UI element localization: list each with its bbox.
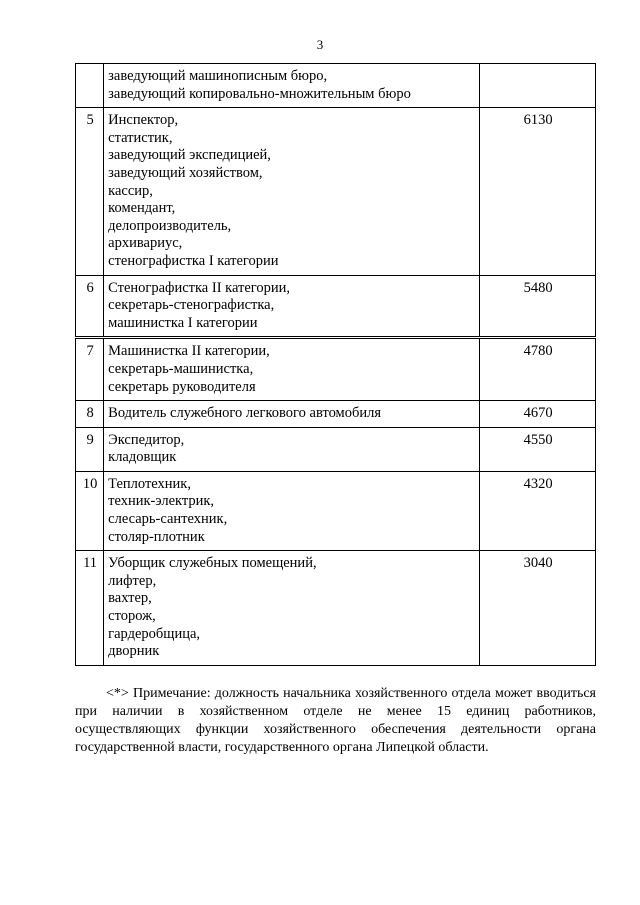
position-list — [104, 275, 480, 338]
position-title: заведующий машинописным бюро, — [108, 68, 328, 84]
position-title: Машинистка II категории, — [108, 343, 270, 360]
position-title: статистик, — [108, 129, 173, 146]
salary-value: 4780 — [480, 338, 596, 401]
position-list — [104, 108, 480, 275]
salary-value: 3040 — [480, 551, 596, 666]
position-title: техник-электрик, — [108, 493, 215, 510]
row-number: 10 — [76, 471, 104, 550]
table-row — [76, 64, 596, 108]
position-title: кассир, — [108, 182, 153, 199]
position-list — [104, 401, 480, 428]
footnote-line: государственной власти, государственного органа Липецкой области. — [75, 740, 489, 755]
position-title: лифтер, — [108, 572, 157, 589]
position-title: слесарь-сантехник, — [108, 511, 228, 528]
position-title: вахтер, — [108, 590, 152, 607]
position-list — [104, 551, 480, 666]
position-title: секретарь-стенографистка, — [108, 297, 275, 314]
position-list — [104, 427, 480, 471]
position-title: Экспедитор, — [108, 431, 185, 448]
footnote-line: при наличии в хозяйственном отделе не менее 15 единиц работников, — [75, 704, 596, 719]
row-number: 6 — [76, 275, 104, 338]
positions-salary-table — [75, 63, 596, 666]
footnote-line: осуществляющих функции хозяйственного обеспечения деятельности органа — [75, 722, 596, 737]
position-title: делопроизводитель, — [108, 217, 232, 234]
position-title: дворник — [108, 643, 160, 660]
position-title: заведующий экспедицией, — [108, 147, 271, 164]
salary-value — [480, 64, 596, 108]
position-title: архивариус, — [108, 235, 183, 252]
row-number: 11 — [76, 551, 104, 666]
position-title: секретарь-машинистка, — [108, 360, 254, 377]
position-title: машинистка I категории — [108, 314, 258, 331]
table-row — [76, 471, 596, 550]
position-title: заведующий копировально-множительным бюро — [108, 85, 411, 102]
footnote-line: <*> Примечание: должность начальника хозяйственного отдела может вводиться — [106, 686, 596, 701]
row-number: 9 — [76, 427, 104, 471]
table-row — [76, 401, 596, 428]
row-number: 7 — [76, 338, 104, 401]
position-title: кладовщик — [108, 449, 177, 466]
position-title: комендант, — [108, 200, 176, 217]
position-title: Стенографистка II категории, — [108, 279, 291, 296]
salary-value: 6130 — [480, 108, 596, 275]
position-list — [104, 64, 480, 108]
position-title: секретарь руководителя — [108, 378, 256, 395]
position-list — [104, 338, 480, 401]
position-title: столяр-плотник — [108, 528, 205, 545]
position-title: Инспектор, — [108, 112, 179, 129]
position-title: Уборщик служебных помещений, — [108, 555, 317, 572]
footnote — [75, 685, 596, 757]
row-number: 5 — [76, 108, 104, 275]
row-number: 8 — [76, 401, 104, 428]
position-title: заведующий хозяйством, — [108, 164, 263, 181]
table-row — [76, 551, 596, 666]
position-title: сторож, — [108, 608, 156, 625]
position-title: Водитель служебного легкового автомобиля — [108, 405, 382, 422]
salary-value: 4320 — [480, 471, 596, 550]
position-title: стенографистка I категории — [108, 252, 279, 269]
table-row — [76, 427, 596, 471]
position-title: гардеробщица, — [108, 625, 201, 642]
table-row — [76, 108, 596, 275]
position-list — [104, 471, 480, 550]
page-number: 3 — [316, 37, 324, 52]
table-row — [76, 275, 596, 338]
salary-value: 4550 — [480, 427, 596, 471]
salary-value: 5480 — [480, 275, 596, 338]
salary-value: 4670 — [480, 401, 596, 428]
table-row — [76, 338, 596, 401]
row-number — [76, 64, 104, 108]
position-title: Теплотехник, — [108, 475, 191, 492]
